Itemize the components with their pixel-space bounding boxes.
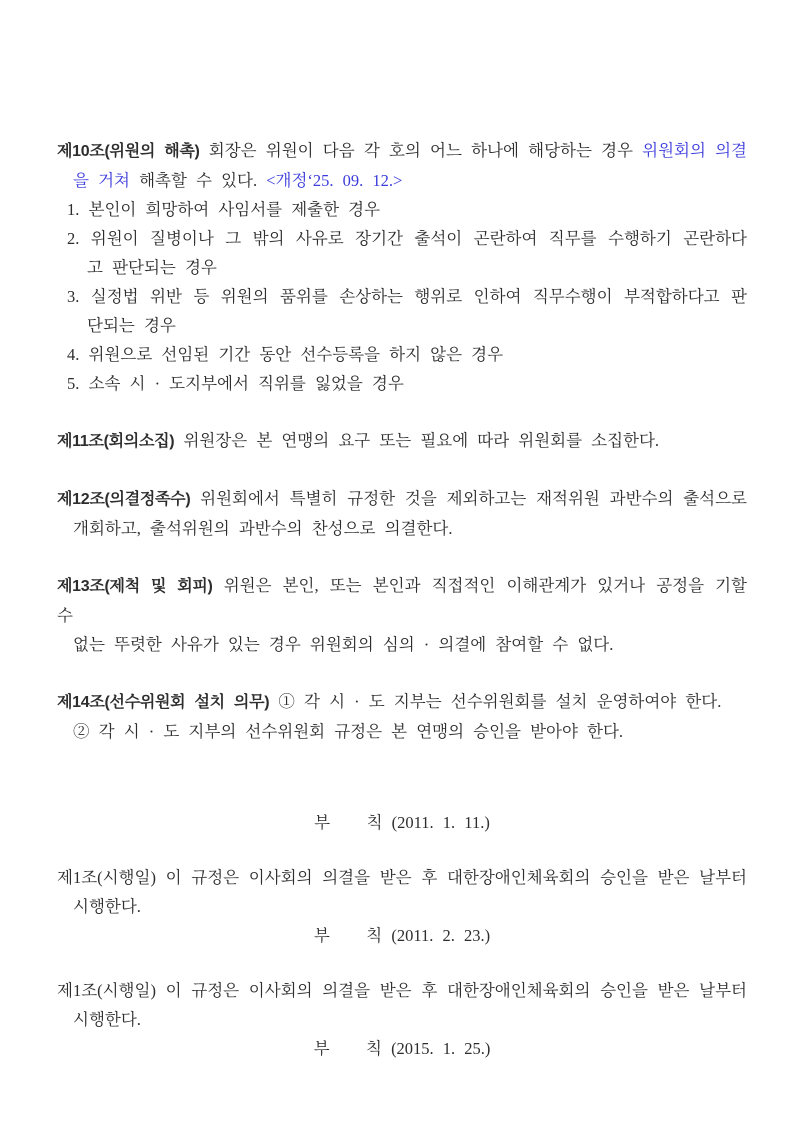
amended-text: 위원회의 의결	[642, 141, 747, 160]
body-text: 위원회에서 특별히 규정한 것을 제외하고는 재적위원 과반수의 출석으로	[190, 489, 747, 508]
amended-text: <개정‘25. 09. 12.>	[266, 171, 403, 190]
body-text: 2. 위원이 질병이나 그 밖의 사유로 장기간 출석이 곤란하여 직무를 수행하기 곤란하다	[67, 229, 747, 248]
body-text: 제1조(시행일) 이 규정은 이사회의 의결을 받은 후 대한장애인체육회의 승인을 받은 날부터	[57, 981, 747, 1000]
text-line	[57, 808, 747, 837]
text-line	[57, 571, 747, 630]
text-line	[57, 892, 747, 921]
article-12	[57, 484, 747, 543]
text-line	[57, 687, 747, 717]
body-text: 없는 뚜렷한 사유가 있는 경우 위원회의 심의 · 의결에 참여할 수 없다.	[73, 635, 614, 654]
body-text: 부 칙 (2015. 1. 25.)	[313, 1039, 491, 1058]
text-line	[57, 1005, 747, 1034]
text-line	[57, 976, 747, 1005]
body-text: 위원은 본인, 또는 본인과 직접적인 이해관계가 있거나 공정을 기할 수	[57, 576, 747, 625]
article-11	[57, 426, 747, 456]
article-14-clause-2	[57, 717, 747, 746]
body-text: 위원장은 본 연맹의 요구 또는 필요에 따라 위원회를 소집한다.	[174, 431, 660, 450]
body-text: 해촉할 수 있다.	[129, 171, 267, 190]
text-line	[57, 484, 747, 514]
text-line	[57, 340, 747, 369]
article-label: 제14조(선수위원회 설치 의무)	[57, 694, 270, 711]
article-10-item-2	[57, 224, 747, 282]
body-text: 시행한다.	[73, 897, 141, 916]
article-label: 제12조(의결정족수)	[57, 491, 191, 508]
article-14	[57, 687, 747, 717]
text-line	[57, 921, 747, 950]
article-label: 제11조(회의소집)	[57, 433, 175, 450]
body-text: ① 각 시 · 도 지부는 선수위원회를 설치 운영하여야 한다.	[269, 692, 722, 711]
article-10	[57, 136, 747, 195]
text-line	[57, 166, 747, 195]
body-text: 회장은 위원이 다음 각 호의 어느 하나에 해당하는 경우	[199, 141, 643, 160]
text-line	[57, 717, 747, 746]
body-text: 개회하고, 출석위원의 과반수의 찬성으로 의결한다.	[73, 519, 453, 538]
addendum-1-article-1	[57, 863, 747, 921]
text-line	[57, 311, 747, 340]
text-line	[57, 426, 747, 456]
text-line	[57, 195, 747, 224]
document-content	[57, 136, 747, 1063]
body-text: 3. 실정법 위반 등 위원의 품위를 손상하는 행위로 인하여 직무수행이 부적합하다고 판	[67, 287, 747, 306]
addendum-title-2011-2-23	[57, 921, 747, 950]
article-10-item-4	[57, 340, 747, 369]
body-text: ② 각 시 · 도 지부의 선수위원회 규정은 본 연맹의 승인을 받아야 한다.	[73, 722, 624, 741]
article-10-item-3	[57, 282, 747, 340]
addendum-2-article-1	[57, 976, 747, 1034]
article-label: 제10조(위원의 해촉)	[57, 143, 200, 160]
text-line	[57, 224, 747, 253]
text-line	[57, 253, 747, 282]
text-line	[57, 630, 747, 659]
text-line	[57, 369, 747, 398]
article-10-item-1	[57, 195, 747, 224]
addendum-title-2011-1-11	[57, 808, 747, 837]
body-text: 단되는 경우	[87, 316, 176, 335]
text-line	[57, 1034, 747, 1063]
text-line	[57, 514, 747, 543]
body-text: 고 판단되는 경우	[87, 258, 217, 277]
addendum-title-2015-1-25	[57, 1034, 747, 1063]
amended-text: 을 거쳐	[73, 171, 130, 190]
body-text: 부 칙 (2011. 2. 23.)	[313, 926, 491, 945]
article-10-item-5	[57, 369, 747, 398]
body-text: 부 칙 (2011. 1. 11.)	[314, 813, 490, 832]
article-13	[57, 571, 747, 659]
body-text: 제1조(시행일) 이 규정은 이사회의 의결을 받은 후 대한장애인체육회의 승인을 받은 날부터	[57, 868, 747, 887]
body-text: 5. 소속 시 · 도지부에서 직위를 잃었을 경우	[67, 374, 404, 393]
text-line	[57, 863, 747, 892]
body-text: 1. 본인이 희망하여 사임서를 제출한 경우	[67, 200, 381, 219]
body-text: 4. 위원으로 선임된 기간 동안 선수등록을 하지 않은 경우	[67, 345, 504, 364]
text-line	[57, 282, 747, 311]
article-label: 제13조(제척 및 회피)	[57, 578, 213, 595]
body-text: 시행한다.	[73, 1010, 141, 1029]
text-line	[57, 136, 747, 166]
